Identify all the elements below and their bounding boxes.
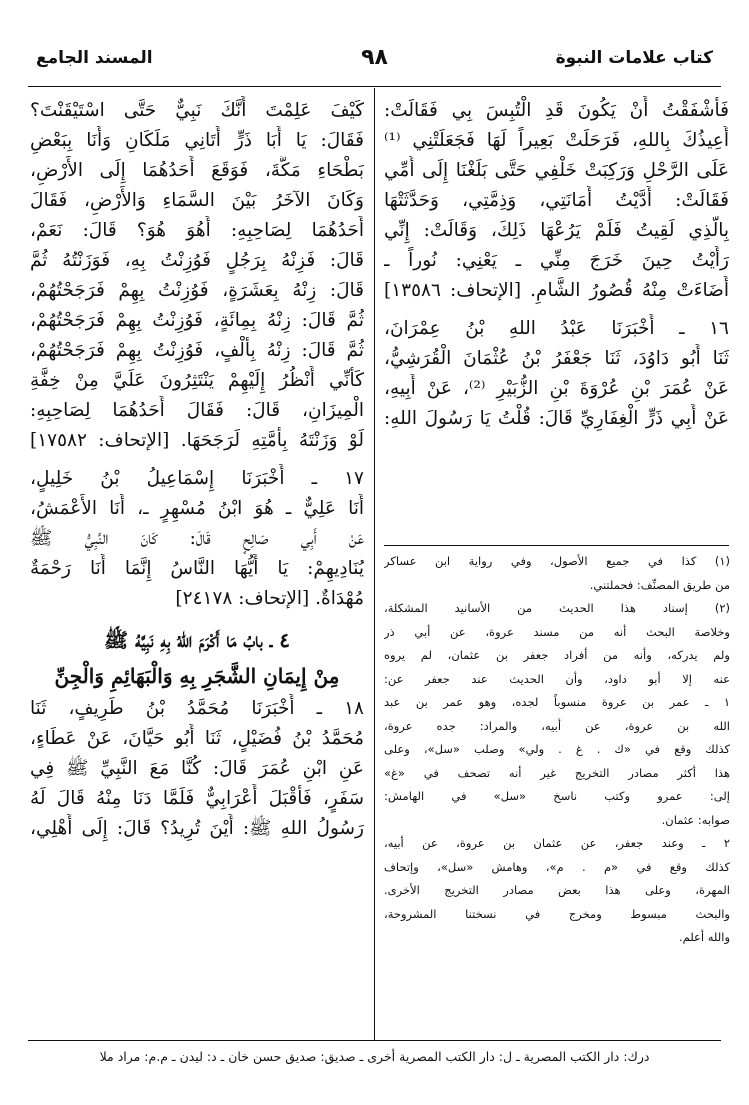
book-title: كتاب علامات النبوة <box>555 48 713 68</box>
footnote-line: هذا أكثر مصادر التخريج غير أنه تصحف في «غ» <box>384 765 730 780</box>
column-divider <box>374 88 375 1040</box>
manuscript-key: درك: دار الكتب المصرية ـ ل: دار الكتب المصرية أخرى ـ صديق: صديق حسن خان ـ د: ليدن ـ م.م: مراد ملا <box>99 1049 650 1064</box>
text-line: عَنْ أَبِي صَالِحٍ قَالَ: كَانَ النَّبِيُّ ﷺ <box>30 528 364 549</box>
text-line: كَيْفَ عَلِمْتَ أَنَّكَ نَبِيٌّ حَتَّى اسْتَيْقَنْتَ؟ <box>30 100 364 121</box>
chapter-heading-line: مِنْ إِيمَانِ الشَّجَرِ بِهِ وَالْبَهَائِمِ وَالْجِنِّ <box>54 664 340 688</box>
hadith-18-start: ١٨ ـ أَخْبَرَنَا مُحَمَّدُ بْنُ طَرِيفٍ، ثَنَا <box>30 698 364 719</box>
collection-title: المسند الجامع <box>36 48 153 68</box>
text-line: ثُمَّ قَالَ: زِنْهُ بِمِائَةٍ، فَوُزِنْتُ بِهِمْ فَرَجَحْتُهُمْ، <box>30 310 364 331</box>
text-line: عَنْ أَبِي ذَرٍّ الْغِفَارِيِّ قَالَ: قُلْتُ يَا رَسُولَ اللهِ: <box>384 408 729 429</box>
text-line: بَطْحَاءِ مَكَّةَ، فَوَقَعَ أَحَدُهُمَا إِلَى الأَرْضِ، <box>30 160 364 181</box>
right-column <box>384 96 729 434</box>
text-line: ثَنَا أَبُو دَاوُدَ، ثَنَا جَعْفَرُ بْنُ عُثْمَانَ الْقُرَشِيُّ، <box>384 348 729 369</box>
hadith-17-start: ١٧ ـ أَخْبَرَنَا إِسْمَاعِيلُ بْنُ خَلِيلٍ، <box>30 468 364 489</box>
text-line: مُحَمَّدُ بْنُ فُضَيْلٍ، ثَنَا أَبُو حَيَّانَ، عَنْ عَطَاءٍ، <box>30 728 364 749</box>
footnote-line: (١) كذا في جميع الأصول، وفي رواية ابن عساكر <box>384 554 730 568</box>
footnote-line: كذلك وقع في «ك . غ . ولي» وصلب «سل»، وعلى <box>384 742 730 756</box>
header-divider <box>28 86 721 87</box>
spacer <box>30 614 364 622</box>
footnote-line: وخلاصة البحث أنه من مسند عروة، عن أبي ذر <box>384 624 730 639</box>
text-line: عَنِ ابْنِ عُمَرَ قَالَ: كُنَّا مَعَ النَّبِيِّ ﷺ فِي <box>30 758 364 779</box>
text-line: فَأَشْفَقْتُ أَنْ يَكُونَ قَدِ الْتُبِسَ بِي فَقَالَتْ: <box>384 100 729 121</box>
footnote-line: صوابه: عثمان. <box>661 812 730 827</box>
text-line: فَقَالَتْ: أَدَّيْتُ أَمَانَتِي، وَذِمَّتِي، وَحَدَّثَتْهَا <box>384 190 729 211</box>
spacer <box>384 306 729 314</box>
text-line: بِالَّذِي لَقِيتُ فَلَمْ يَرُعْهَا ذَلِكَ، وَقَالَتْ: إِنِّي <box>384 220 729 241</box>
footnote-divider <box>384 545 729 546</box>
footnote-line: عنه إلا أبو داود، وأن الحديث عند جعفر عن: <box>384 671 730 686</box>
text-line: مُهْدَاةٌ. [الإتحاف: ٢٤١٧٨] <box>175 588 364 609</box>
footnote-line: من طريق المصنِّف: فحملتني. <box>589 577 730 592</box>
chapter-heading-line: ٤ ـ بابُ مَا أَكْرَمَ اللهُ بِهِ نَبِيَّهُ ﷺ <box>104 628 290 652</box>
footnote-line: والبحث مبسوط ومخرج في نسختنا المشروحة، <box>384 906 730 921</box>
text-line: كَأَنِّي أَنْظُرُ إِلَيْهِمْ يَنْتَثِرُونَ عَلَيَّ مِنْ خِفَّةِ <box>30 370 364 391</box>
footnote-line: الله بن عروة، عن أبيه، والمراد: جده عروة، <box>384 718 730 733</box>
text-line: سَفَرٍ، فَأَقْبَلَ أَعْرَابِيٌّ فَلَمَّا دَنَا مِنْهُ قَالَ لَهُ <box>30 788 364 809</box>
text-line: وَكَانَ الآخَرُ بَيْنَ السَّمَاءِ وَالأَرْضِ، فَقَالَ <box>30 190 364 211</box>
footnote-line: ١ ـ عمر بن عروة منسوباً لجده، وهو عمر بن عبد <box>384 695 730 709</box>
footnotes <box>384 550 730 950</box>
footnote-line: (٢) إسناد هذا الحديث من الأسانيد المشكلة، <box>384 601 730 615</box>
text-line: عَلَى الرَّحْلِ وَرَكِبَتْ خَلْفِي حَتَّى بَلَغْنَا إِلَى أُمِّي <box>384 160 729 181</box>
text-line: يُنَادِيهِمْ: يَا أَيُّهَا النَّاسُ إِنَّمَا أَنَا رَحْمَةٌ <box>30 558 364 579</box>
text-line: فَقَالَ: يَا أَبَا ذَرٍّ أَتَانِي مَلَكَانِ وَأَنَا بِبَعْضِ <box>30 130 364 151</box>
text-line: أَضَاءَتْ مِنْهُ قُصُورُ الشَّامِ. [الإتحاف: ١٣٥٨٦] <box>384 280 729 301</box>
text-line: قَالَ: زِنْهُ بِعَشَرَةٍ، فَوُزِنْتُ بِهِمْ فَرَجَحْتُهُمْ، <box>30 280 364 301</box>
footnote-line: إلى: عمرو وكتب ناسخ «سل» في الهامش: <box>384 789 730 803</box>
text-line: عَنْ عُمَرَ بْنِ عُرْوَةَ بْنِ الزُّبَيْرِ ⁽²⁾، عَنْ أَبِيهِ، <box>384 378 729 399</box>
text-line: أَنَا عَلِيٌّ ـ هُوَ ابْنُ مُسْهِرٍ ـ، أَنَا الأَعْمَشُ، <box>30 498 364 519</box>
text-line: ثُمَّ قَالَ: زِنْهُ بِأَلْفٍ، فَوُزِنْتُ بِهِمْ فَرَجَحْتُهُمْ، <box>30 340 364 361</box>
left-column <box>30 96 364 844</box>
footnote-line: كذلك وقع في «م . م»، وهامش «سل»، وإتحاف <box>384 859 730 874</box>
footnote-line: ولم يدركه، وأنه من أفراد جعفر بن عثمان، لم يروه <box>384 648 730 662</box>
text-line: رَأَيْتُ حِينَ خَرَجَ مِنِّي ـ يَعْنِي: نُوراً ـ <box>384 250 729 271</box>
footnote-line: والله أعلم. <box>678 930 730 944</box>
footer-divider <box>28 1040 721 1041</box>
text-line: أُعِيذُكَ بِاللهِ، فَرَحَلَتْ بَعِيراً لَهَا فَجَعَلَتْنِي ⁽¹⁾ <box>384 130 729 151</box>
footnote-line: المهرة، وعلى هذا بعض مصادر التخريج الأخرى. <box>384 883 730 897</box>
text-line: الْمِيزَانِ، قَالَ: فَقَالَ أَحَدُهُمَا لِصَاحِبِهِ: <box>30 400 364 421</box>
text-line: قَالَ: فَزِنْهُ بِرَجُلٍ فَوُزِنْتُ بِهِ، فَوَزَنْتُهُ ثُمَّ <box>30 250 364 271</box>
hadith-16-start: ١٦ ـ أَخْبَرَنَا عَبْدُ اللهِ بْنُ عِمْرَانَ، <box>384 318 729 339</box>
text-line: أَحَدُهُمَا لِصَاحِبِهِ: أَهُوَ هُوَ؟ قَالَ: نَعَمْ، <box>30 220 364 241</box>
footnote-line: ٢ ـ وعند جعفر، عن عثمان بن عروة، عن أبيه، <box>384 836 730 850</box>
page-number: ٩٨ <box>361 45 388 70</box>
spacer <box>30 456 364 464</box>
page-header <box>28 40 721 86</box>
text-line: رَسُولُ اللهِ ﷺ: أَيْنَ تُرِيدُ؟ قَالَ: إِلَى أَهْلِي، <box>30 818 364 839</box>
text-line: لَوْ وَزَنْتَهُ بِأُمَّتِهِ لَرَجَحَهَا. [الإتحاف: ١٧٥٨٢] <box>30 430 364 451</box>
